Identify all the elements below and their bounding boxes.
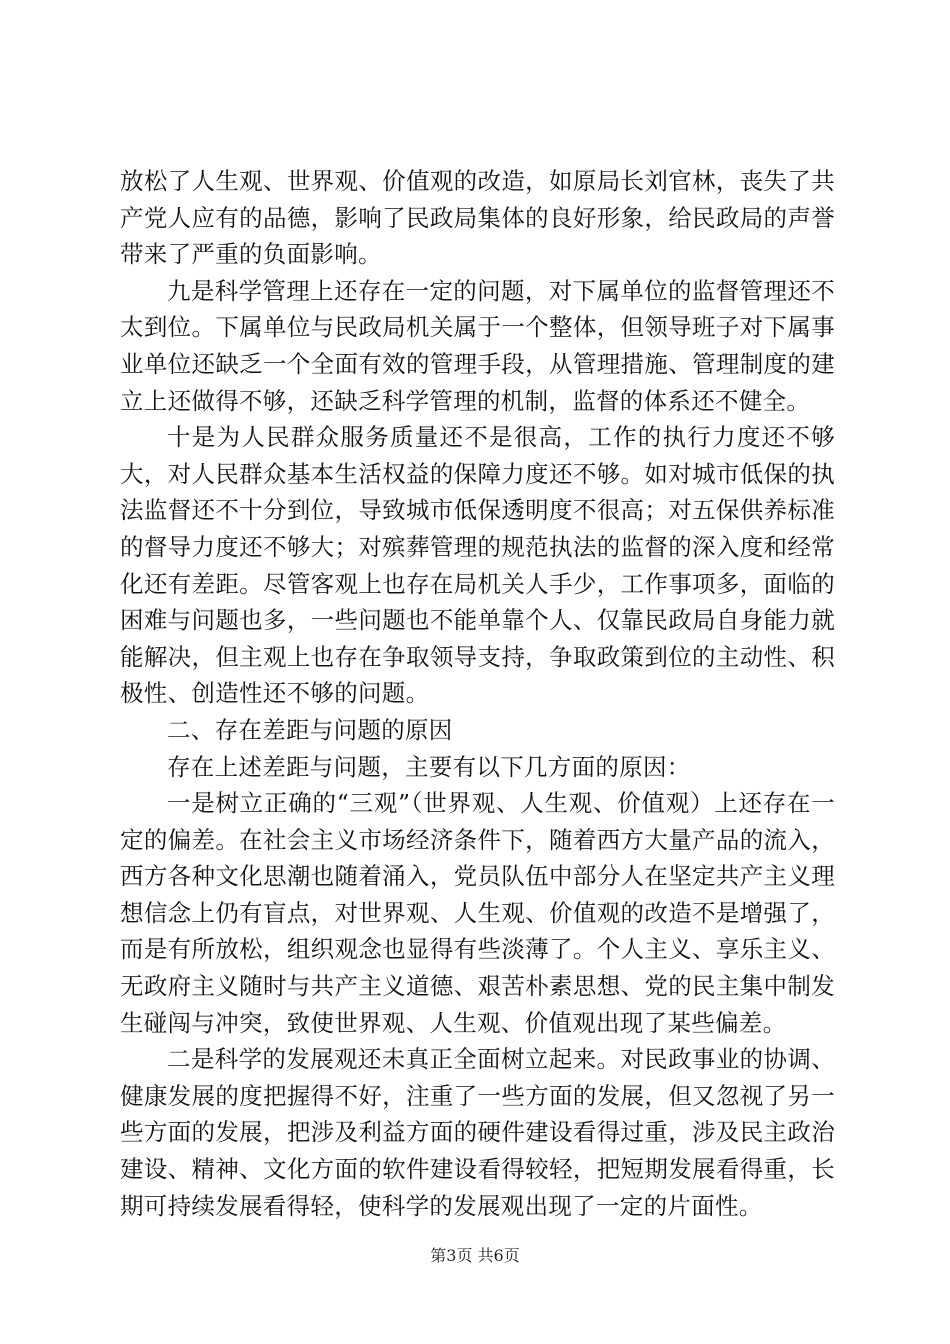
section-heading: 二、存在差距与问题的原因 — [167, 715, 453, 744]
paragraph-reasons-intro: 存在上述差距与问题，主要有以下几方面的原因： — [167, 752, 691, 781]
page-number: 第3页 共6页 — [430, 1246, 520, 1265]
page-footer — [0, 1246, 950, 1266]
paragraph-reason-two: 二是科学的发展观还未真正全面树立起来。对民政事业的协调、健康发展的度把握得不好，注重了一些方面的发展，但又忽视了另一些方面的发展，把涉及利益方面的硬件建设看得过重，涉及民主政治建设、精神、文化方面的软件建设看得较轻，把短期发展看得重，长期可持续发展看得轻，使科学的发展观出现了一定的片面性。 — [120, 1045, 835, 1220]
document-body — [120, 163, 835, 1224]
paragraph-item-ten: 十是为人民群众服务质量还不是很高，工作的执行力度还不够大，对人民群众基本生活权益的保障力度还不够。如对城市低保的执法监督还不十分到位，导致城市低保透明度不很高；对五保供养标准的督导力度还不够大；对殡葬管理的规范执法的监督的深入度和经常化还有差距。尽管客观上也存在局机关人手少，工作事项多，面临的困难与问题也多，一些问题也不能单靠个人、仅靠民政局自身能力就能解决，但主观上也存在争取领导支持，争取政策到位的主动性、积极性、创造性还不够的问题。 — [120, 423, 835, 708]
paragraph-reason-one: 一是树立正确的“三观”（世界观、人生观、价值观）上还存在一定的偏差。在社会主义市场经济条件下，随着西方大量产品的流入，西方各种文化思潮也随着涌入，党员队伍中部分人在坚定共产主义理想信念上仍有盲点，对世界观、人生观、价值观的改造不是增强了，而是有所放松，组织观念也显得有些淡薄了。个人主义、享乐主义、无政府主义随时与共产主义道德、艰苦朴素思想、党的民主集中制发生碰闯与冲突，致使世界观、人生观、价值观出现了某些偏差。 — [120, 789, 835, 1037]
paragraph-continuation: 放松了人生观、世界观、价值观的改造，如原局长刘官林，丧失了共产党人应有的品德，影响了民政局集体的良好形象，给民政局的声誉带来了严重的负面影响。 — [120, 167, 835, 269]
paragraph-item-nine: 九是科学管理上还存在一定的问题，对下属单位的监督管理还不太到位。下属单位与民政局机关属于一个整体，但领导班子对下属事业单位还缺乏一个全面有效的管理手段，从管理措施、管理制度的建立上还做得不够，还缺乏科学管理的机制，监督的体系还不健全。 — [120, 276, 835, 415]
